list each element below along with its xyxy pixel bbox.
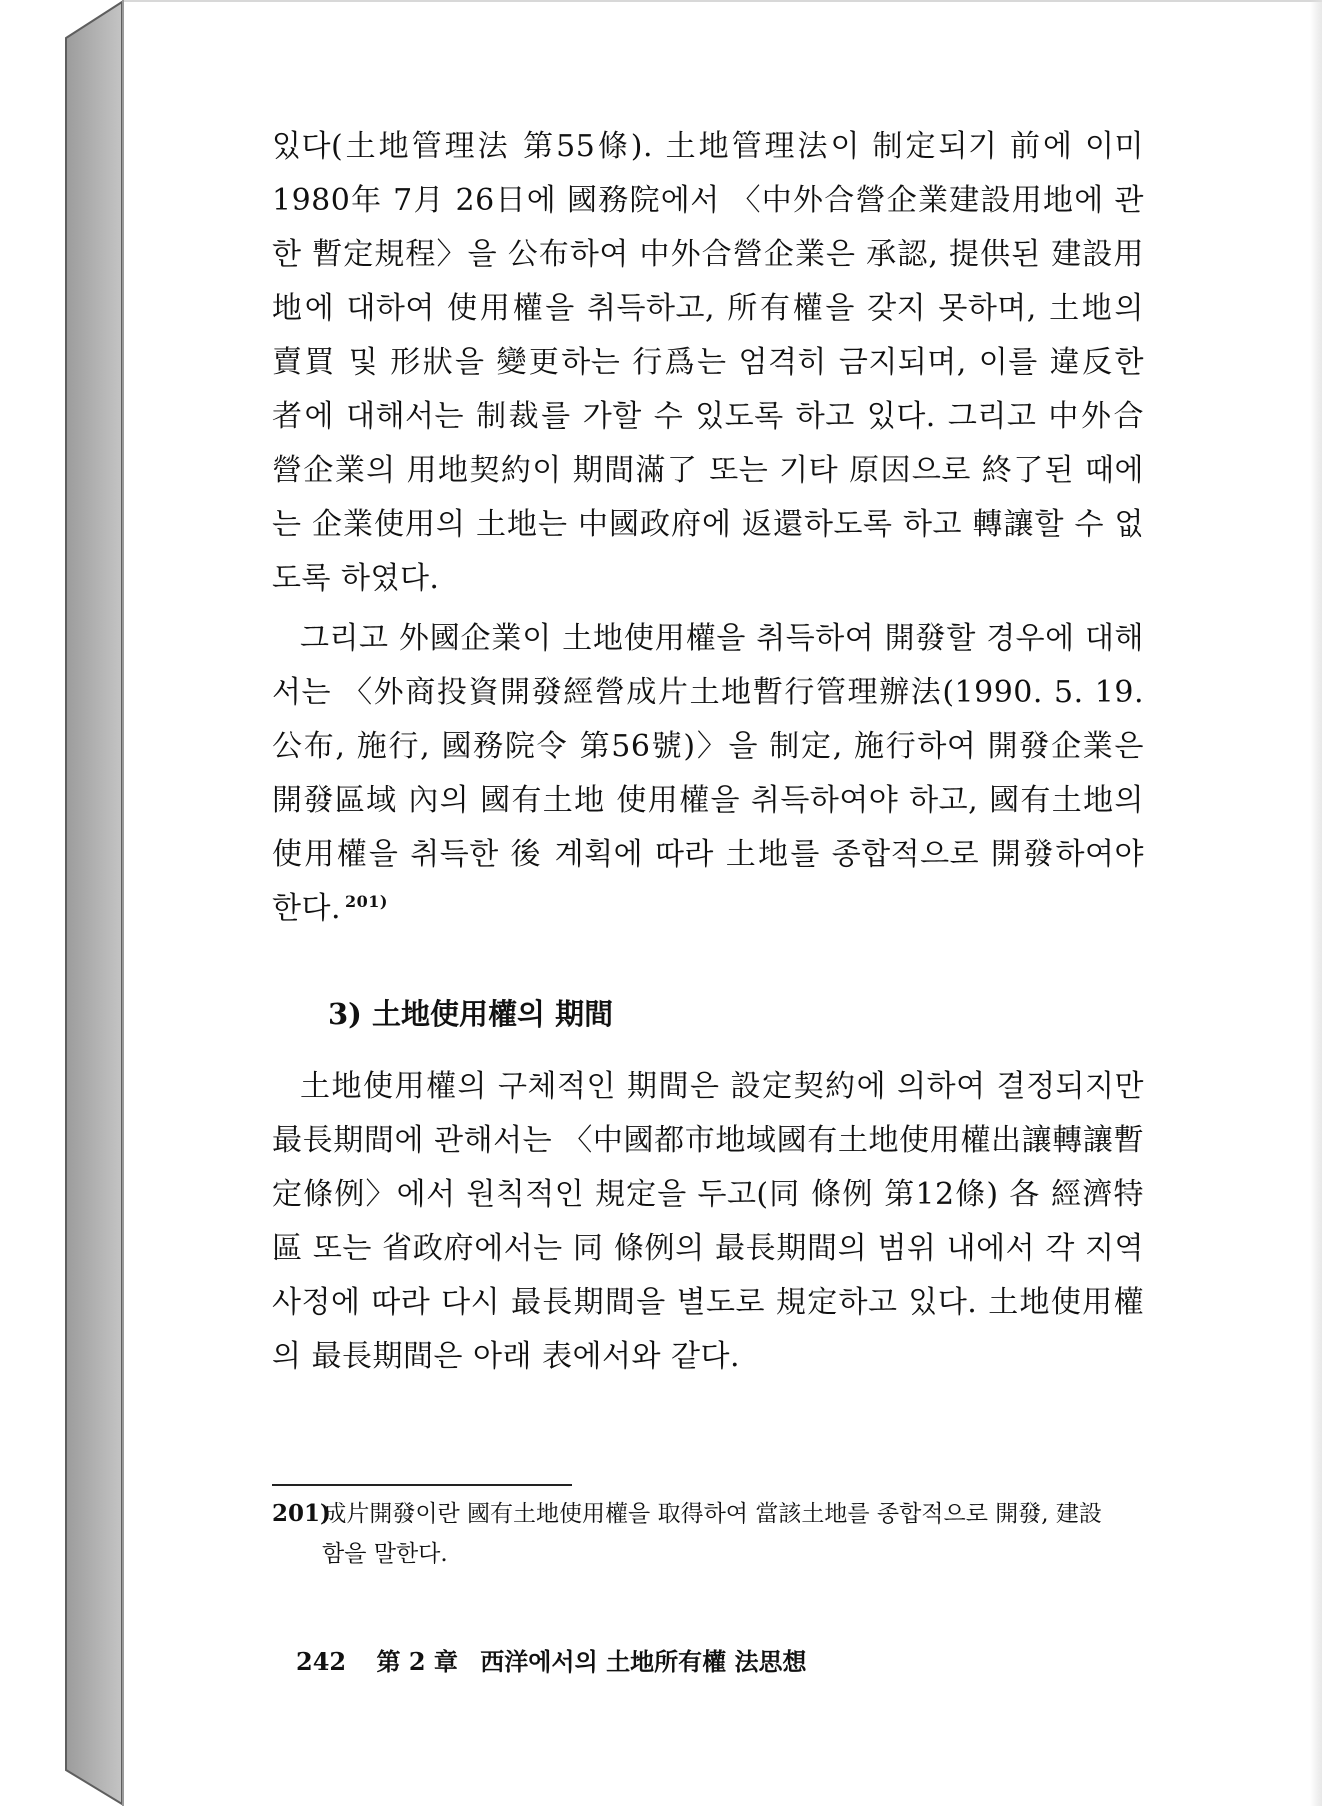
footnote-text-line-1: 成片開發이란 國有土地使用權을 取得하여 當該土地를 종합적으로 開發, 建設 — [323, 1501, 1102, 1527]
chapter-label: 第 2 章 — [376, 1647, 458, 1676]
footnote-text-line-2: 함을 말한다. — [322, 1541, 448, 1567]
page-edge-shadow — [1310, 0, 1322, 1806]
page-number: 242 — [296, 1647, 347, 1676]
body-paragraph-2-text: 그리고 外國企業이 土地使用權을 취득하여 開發할 경우에 대해서는 〈外商投資開發經營成片土地暫行管理辦法(1990. 5. 19. 公布, 施行, 國務院令 第56號)〉을 制定, 施行하여 開發企業은 開發區域 內의 國有土地 使用權을 취득하여야 하고, 國有土地의 使用權을 취득한 後 계획에 따라 土地를 종합적으로 開發하여야 한다. — [272, 621, 1144, 926]
body-paragraph-2 — [272, 612, 1144, 936]
section-heading: 3) 土地使用權의 期間 — [328, 997, 614, 1031]
footnote — [272, 1494, 1144, 1574]
running-footer — [296, 1644, 807, 1680]
body-paragraph-1: 있다(土地管理法 第55條). 土地管理法이 制定되기 前에 이미 1980年 7月 26日에 國務院에서 〈中外合營企業建設用地에 관한 暫定規程〉을 公布하여 中外合營企業은 承認, 提供된 建設用地에 대하여 使用權을 취득하고, 所有權을 갖지 못하며, 土地의 賣買 및 形狀을 變更하는 行爲는 엄격히 금지되며, 이를 違反한 者에 대해서는 制裁를 가할 수 있도록 하고 있다. 그리고 中外合營企業의 用地契約이 期間滿了 또는 기타 原因으로 終了된 때에는 企業使用의 土地는 中國政府에 返還하도록 하고 轉讓할 수 없도록 하였다. — [272, 129, 1144, 596]
footnote-divider — [272, 1484, 572, 1486]
footnote-reference: 201) — [345, 892, 388, 911]
footnote-number: 201) — [272, 1500, 331, 1527]
chapter-title: 西洋에서의 土地所有權 法思想 — [480, 1647, 807, 1676]
book-edge-side — [64, 0, 124, 1806]
page-body — [272, 120, 1144, 1384]
body-paragraph-3: 土地使用權의 구체적인 期間은 設定契約에 의하여 결정되지만 最長期間에 관해서는 〈中國都市地域國有土地使用權出讓轉讓暫定條例〉에서 원칙적인 規定을 두고(同 條例 第12條) 各 經濟特區 또는 省政府에서는 同 條例의 最長期間의 범위 내에서 각 지역 사정에 따라 다시 最長期間을 별도로 規定하고 있다. 土地使用權의 最長期間은 아래 表에서와 같다. — [272, 1069, 1144, 1374]
